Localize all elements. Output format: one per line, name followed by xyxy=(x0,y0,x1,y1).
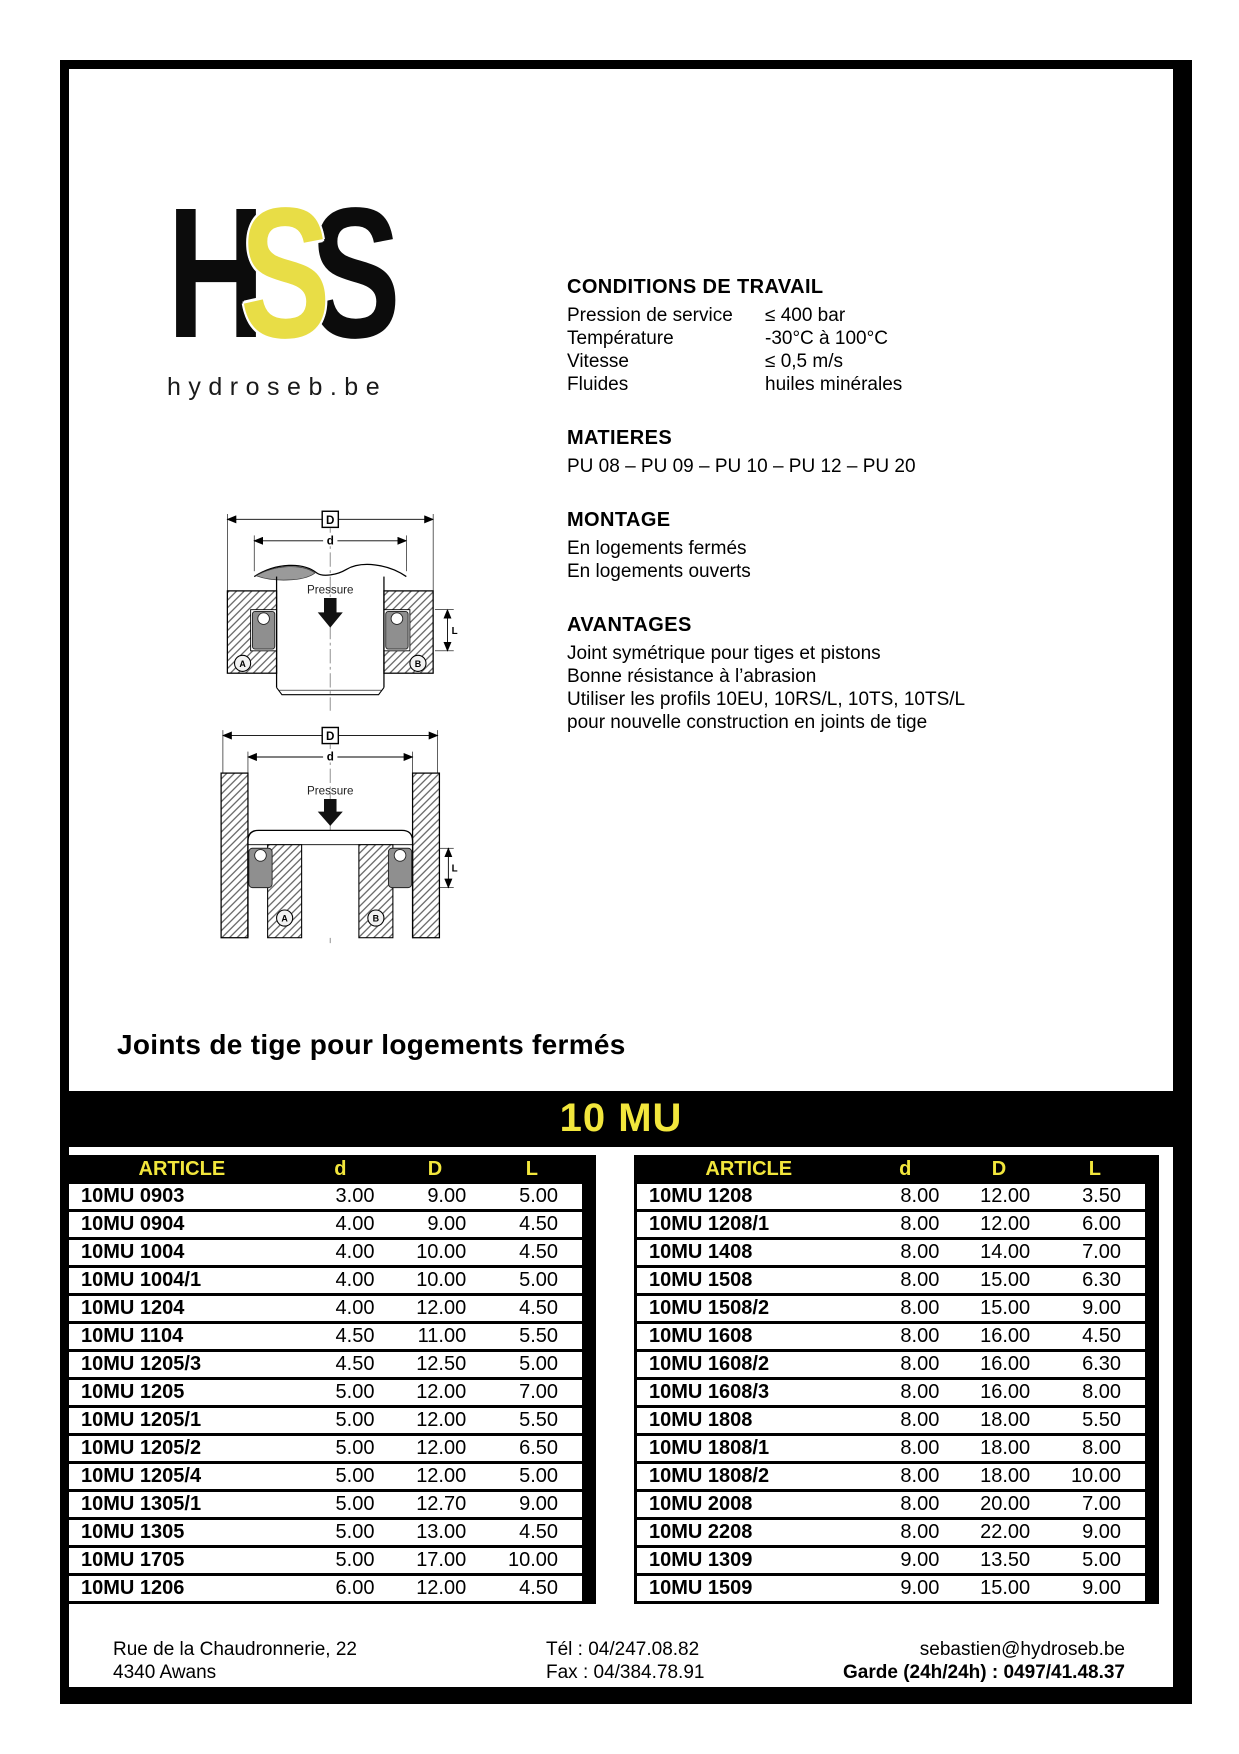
cell-D: 15.00 xyxy=(980,1269,1031,1291)
cell-d: 8.00 xyxy=(900,1297,940,1319)
cell-d: 8.00 xyxy=(900,1353,940,1375)
spec-row xyxy=(567,373,1127,396)
cell-article: 10MU 1004/1 xyxy=(81,1269,202,1291)
cell-article: 10MU 1004 xyxy=(81,1241,185,1263)
cell-d: 6.00 xyxy=(335,1577,375,1599)
col-header-D: D xyxy=(991,1158,1007,1180)
cell-d: 8.00 xyxy=(900,1325,940,1347)
col-header-L: L xyxy=(525,1158,539,1180)
logo xyxy=(167,170,427,402)
cell-article: 10MU 1205/1 xyxy=(81,1409,202,1431)
cell-D: 9.00 xyxy=(427,1185,467,1207)
cell-article: 10MU 1608 xyxy=(649,1325,753,1347)
spec-value: ≤ 0,5 m/s xyxy=(765,351,844,372)
cell-D: 22.00 xyxy=(980,1521,1031,1543)
spec-line: Joint symétrique pour tiges et pistons xyxy=(567,643,881,664)
cell-article: 10MU 0903 xyxy=(81,1185,185,1207)
diagram-rod-seal-open-housing xyxy=(205,723,460,947)
table-row xyxy=(637,1492,1145,1520)
table-row xyxy=(637,1352,1145,1380)
cell-D: 13.50 xyxy=(980,1549,1031,1571)
spec-line: En logements ouverts xyxy=(567,561,751,582)
cell-article: 10MU 1204 xyxy=(81,1297,185,1319)
cell-D: 14.00 xyxy=(980,1241,1031,1263)
label-B: B xyxy=(414,658,422,669)
cell-L: 7.00 xyxy=(519,1381,559,1403)
cell-d: 8.00 xyxy=(900,1493,940,1515)
cell-article: 10MU 1205/2 xyxy=(81,1437,202,1459)
table-row xyxy=(637,1520,1145,1548)
cell-article: 10MU 1208 xyxy=(649,1185,753,1207)
fluid-lens xyxy=(256,567,315,580)
spec-line: pour nouvelle construction en joints de tige xyxy=(567,712,928,733)
cell-D: 16.00 xyxy=(980,1353,1031,1375)
table-row xyxy=(637,1436,1145,1464)
cell-D: 20.00 xyxy=(980,1493,1031,1515)
cell-L: 8.00 xyxy=(1082,1381,1121,1403)
spec-value: ≤ 400 bar xyxy=(765,305,846,326)
dim-label-L: L xyxy=(451,625,458,637)
cell-L: 5.00 xyxy=(519,1185,559,1207)
cell-D: 10.00 xyxy=(416,1269,467,1291)
table-row xyxy=(69,1520,582,1548)
cell-article: 10MU 1305 xyxy=(81,1521,185,1543)
table-row xyxy=(69,1352,582,1380)
cell-D: 12.00 xyxy=(416,1577,467,1599)
dim-label-L: L xyxy=(451,863,458,875)
table-row xyxy=(69,1436,582,1464)
logo-hs-letters xyxy=(167,170,408,377)
footer-address xyxy=(69,1638,546,1684)
cell-d: 4.50 xyxy=(335,1325,375,1347)
cell-L: 9.00 xyxy=(1082,1521,1121,1543)
cell-D: 12.00 xyxy=(416,1297,467,1319)
table-row xyxy=(637,1268,1145,1296)
table-row xyxy=(637,1296,1145,1324)
cell-L: 5.00 xyxy=(1082,1549,1121,1571)
cell-D: 10.00 xyxy=(416,1241,467,1263)
dim-label-D: D xyxy=(326,513,335,527)
table-row xyxy=(69,1576,582,1604)
spec-value: -30°C à 100°C xyxy=(765,328,888,349)
cell-D: 12.00 xyxy=(416,1437,467,1459)
cell-D: 9.00 xyxy=(427,1213,467,1235)
table-row xyxy=(637,1324,1145,1352)
cell-article: 10MU 1608/3 xyxy=(649,1381,770,1403)
table-body xyxy=(69,1184,582,1604)
dim-label-d: d xyxy=(326,534,334,548)
cell-L: 3.50 xyxy=(1082,1185,1121,1207)
cell-d: 4.50 xyxy=(335,1353,375,1375)
cell-article: 10MU 1808/1 xyxy=(649,1437,770,1459)
cell-L: 4.50 xyxy=(519,1577,559,1599)
cell-d: 8.00 xyxy=(900,1465,940,1487)
table-row xyxy=(637,1212,1145,1240)
cell-d: 4.00 xyxy=(335,1213,375,1235)
table-row xyxy=(637,1184,1145,1212)
table-row xyxy=(69,1548,582,1576)
cell-L: 5.00 xyxy=(519,1353,559,1375)
product-table-block xyxy=(69,1091,1173,1604)
diagrams xyxy=(205,505,460,947)
table-left xyxy=(69,1155,596,1604)
cell-D: 16.00 xyxy=(980,1381,1031,1403)
section-conditions xyxy=(567,275,1127,396)
cell-d: 3.00 xyxy=(335,1185,375,1207)
table-right xyxy=(634,1155,1159,1604)
cell-D: 11.00 xyxy=(417,1325,467,1347)
cell-d: 8.00 xyxy=(900,1521,940,1543)
cell-L: 5.00 xyxy=(519,1269,559,1291)
cell-d: 5.00 xyxy=(335,1549,375,1571)
cell-L: 4.50 xyxy=(519,1297,559,1319)
table-row xyxy=(69,1268,582,1296)
cell-d: 9.00 xyxy=(900,1577,940,1599)
cell-article: 10MU 1206 xyxy=(81,1577,185,1599)
footer-garde: Garde (24h/24h) : 0497/41.48.37 xyxy=(843,1662,1125,1683)
avantages-lines xyxy=(567,642,1127,734)
cell-d: 4.00 xyxy=(335,1269,375,1291)
section-matieres xyxy=(567,426,1127,478)
table-header xyxy=(637,1155,1145,1184)
banner-separator xyxy=(69,1147,1173,1155)
cell-article: 10MU 2008 xyxy=(649,1493,753,1515)
footer-email: sebastien@hydroseb.be xyxy=(919,1639,1125,1660)
cell-D: 13.00 xyxy=(416,1521,467,1543)
cell-d: 4.00 xyxy=(335,1241,375,1263)
cell-D: 15.00 xyxy=(980,1577,1031,1599)
page-title: Joints de tige pour logements fermés xyxy=(117,1029,626,1060)
cell-L: 4.50 xyxy=(519,1241,559,1263)
spec-label: Vitesse xyxy=(567,351,629,372)
cell-d: 4.00 xyxy=(335,1297,375,1319)
page-frame xyxy=(60,60,1192,1704)
col-header-d: d xyxy=(334,1158,347,1180)
cell-L: 10.00 xyxy=(1070,1465,1121,1487)
cell-d: 8.00 xyxy=(900,1381,940,1403)
footer xyxy=(69,1638,1173,1684)
table-row xyxy=(637,1548,1145,1576)
spec-label: Pression de service xyxy=(567,305,733,326)
cell-D: 18.00 xyxy=(980,1409,1031,1431)
table-row xyxy=(69,1184,582,1212)
tables-wrap xyxy=(69,1155,1173,1604)
section-avantages xyxy=(567,613,1127,734)
diagram-rod-seal-closed-housing xyxy=(205,505,460,715)
tables-gap xyxy=(596,1155,634,1604)
cell-L: 4.50 xyxy=(519,1521,559,1543)
cell-L: 8.00 xyxy=(1082,1437,1121,1459)
footer-phones xyxy=(546,1638,806,1684)
footer-contact xyxy=(806,1638,1173,1684)
section-title: MONTAGE xyxy=(567,509,671,531)
cell-L: 5.50 xyxy=(519,1409,559,1431)
cell-article: 10MU 1208/1 xyxy=(649,1213,770,1235)
cell-article: 10MU 1104 xyxy=(81,1325,184,1347)
col-header-L: L xyxy=(1088,1158,1101,1180)
conditions-rows xyxy=(567,304,1127,396)
cell-L: 9.00 xyxy=(1082,1297,1121,1319)
spec-value: huiles minérales xyxy=(765,374,903,395)
section-title: AVANTAGES xyxy=(567,614,692,636)
cell-d: 5.00 xyxy=(335,1409,375,1431)
cell-d: 9.00 xyxy=(900,1549,940,1571)
series-banner: 10 MU xyxy=(69,1091,1173,1147)
cell-article: 10MU 1509 xyxy=(649,1577,753,1599)
label-B: B xyxy=(372,913,380,924)
table-row xyxy=(69,1324,582,1352)
section-title: CONDITIONS DE TRAVAIL xyxy=(567,276,824,298)
dim-label-d: d xyxy=(326,750,334,764)
table-row xyxy=(637,1380,1145,1408)
cell-D: 12.00 xyxy=(416,1381,467,1403)
table-row xyxy=(637,1408,1145,1436)
spec-column xyxy=(567,275,1127,734)
pressure-label: Pressure xyxy=(306,583,354,597)
cell-article: 10MU 1305/1 xyxy=(81,1493,202,1515)
cylinder-wall-left xyxy=(221,773,248,938)
cell-L: 6.50 xyxy=(519,1437,559,1459)
cell-L: 5.50 xyxy=(519,1325,559,1347)
cell-article: 10MU 1205/4 xyxy=(81,1465,202,1487)
pressure-arrow-icon xyxy=(318,598,343,628)
cell-D: 18.00 xyxy=(980,1437,1031,1459)
cell-D: 12.00 xyxy=(980,1185,1031,1207)
cell-article: 10MU 1309 xyxy=(649,1549,753,1571)
table-row xyxy=(69,1464,582,1492)
cell-D: 12.70 xyxy=(416,1493,467,1515)
cell-d: 8.00 xyxy=(900,1213,940,1235)
logo-letter-s-yellow: S xyxy=(240,170,331,377)
section-title: MATIERES xyxy=(567,427,673,449)
label-A: A xyxy=(239,658,246,669)
address-line-1: Rue de la Chaudronnerie, 22 xyxy=(113,1639,358,1660)
dim-label-D: D xyxy=(326,730,335,744)
cell-L: 9.00 xyxy=(519,1493,559,1515)
spec-label: Fluides xyxy=(567,374,629,395)
table-header xyxy=(69,1155,582,1184)
cell-D: 12.50 xyxy=(416,1353,467,1375)
cell-d: 5.00 xyxy=(335,1465,375,1487)
cell-D: 12.00 xyxy=(416,1465,467,1487)
table-body xyxy=(637,1184,1145,1604)
cell-article: 10MU 2208 xyxy=(649,1521,753,1543)
cell-L: 10.00 xyxy=(507,1549,559,1571)
cell-L: 4.50 xyxy=(1082,1325,1121,1347)
cell-d: 8.00 xyxy=(900,1269,940,1291)
cell-d: 5.00 xyxy=(335,1437,375,1459)
matieres-lines xyxy=(567,455,1127,478)
logo-letter-s-black: S xyxy=(310,170,401,377)
footer-fax: Fax : 04/384.78.91 xyxy=(546,1662,705,1683)
cell-L: 4.50 xyxy=(519,1213,559,1235)
table-row xyxy=(69,1240,582,1268)
cell-L: 7.00 xyxy=(1082,1493,1121,1515)
cell-article: 10MU 1408 xyxy=(649,1241,753,1263)
spec-row xyxy=(567,327,1127,350)
cell-D: 16.00 xyxy=(980,1325,1031,1347)
spec-line: Utiliser les profils 10EU, 10RS/L, 10TS, 10TS/L xyxy=(567,689,966,710)
cell-L: 5.50 xyxy=(1082,1409,1121,1431)
cell-d: 8.00 xyxy=(900,1437,940,1459)
cell-article: 10MU 1608/2 xyxy=(649,1353,770,1375)
spec-label: Température xyxy=(567,328,674,349)
col-header-article: ARTICLE xyxy=(138,1158,226,1180)
cell-d: 8.00 xyxy=(900,1185,940,1207)
table-row xyxy=(69,1296,582,1324)
spec-row xyxy=(567,350,1127,373)
cylinder-wall-right xyxy=(413,773,440,938)
label-A: A xyxy=(281,913,288,924)
col-header-d: d xyxy=(899,1158,912,1180)
logo-domain-text: hydroseb.be xyxy=(167,373,388,401)
section-montage xyxy=(567,508,1127,583)
cell-L: 5.00 xyxy=(519,1465,559,1487)
table-row xyxy=(69,1408,582,1436)
col-header-D: D xyxy=(427,1158,443,1180)
cell-D: 15.00 xyxy=(980,1297,1031,1319)
table-row xyxy=(637,1464,1145,1492)
logo-letter-h: H xyxy=(167,170,266,377)
cell-d: 5.00 xyxy=(335,1381,375,1403)
montage-lines xyxy=(567,537,1127,583)
cell-article: 10MU 0904 xyxy=(81,1213,185,1235)
pressure-label: Pressure xyxy=(306,784,354,798)
cell-d: 8.00 xyxy=(900,1241,940,1263)
cell-article: 10MU 1205/3 xyxy=(81,1353,202,1375)
cell-D: 12.00 xyxy=(416,1409,467,1431)
table-row xyxy=(69,1212,582,1240)
cell-d: 8.00 xyxy=(900,1409,940,1431)
cell-L: 6.30 xyxy=(1082,1353,1121,1375)
spec-row xyxy=(567,304,1127,327)
cell-article: 10MU 1705 xyxy=(81,1549,185,1571)
cell-d: 5.00 xyxy=(335,1521,375,1543)
cell-L: 6.30 xyxy=(1082,1269,1121,1291)
table-row xyxy=(69,1380,582,1408)
table-row xyxy=(637,1576,1145,1604)
table-row xyxy=(637,1240,1145,1268)
footer-tel: Tél : 04/247.08.82 xyxy=(546,1639,700,1660)
cell-L: 6.00 xyxy=(1082,1213,1121,1235)
pressure-arrow-icon xyxy=(318,799,343,826)
cell-D: 17.00 xyxy=(416,1549,467,1571)
col-header-article: ARTICLE xyxy=(705,1158,793,1180)
cell-D: 18.00 xyxy=(980,1465,1031,1487)
cell-article: 10MU 1508/2 xyxy=(649,1297,770,1319)
cell-d: 5.00 xyxy=(335,1493,375,1515)
cell-L: 9.00 xyxy=(1082,1577,1121,1599)
cell-D: 12.00 xyxy=(980,1213,1031,1235)
spec-line: En logements fermés xyxy=(567,538,747,559)
cell-article: 10MU 1808 xyxy=(649,1409,753,1431)
table-row xyxy=(69,1492,582,1520)
spec-line: PU 08 – PU 09 – PU 10 – PU 12 – PU 20 xyxy=(567,456,916,477)
cell-L: 7.00 xyxy=(1082,1241,1121,1263)
spec-line: Bonne résistance à l’abrasion xyxy=(567,666,817,687)
cell-article: 10MU 1508 xyxy=(649,1269,753,1291)
cell-article: 10MU 1808/2 xyxy=(649,1465,770,1487)
address-line-2: 4340 Awans xyxy=(113,1662,217,1683)
cell-article: 10MU 1205 xyxy=(81,1381,185,1403)
